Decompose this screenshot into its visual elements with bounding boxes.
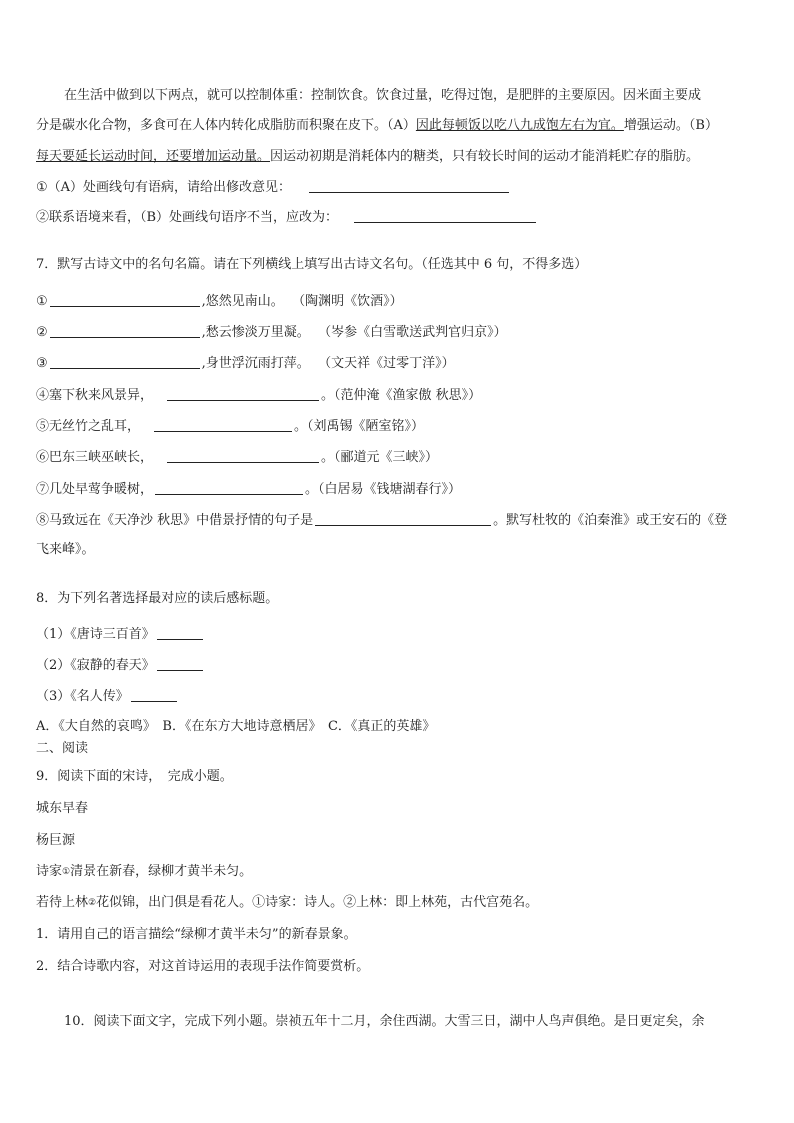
q9-sub-question-2: 2．结合诗歌内容，对这首诗运用的表现手法作简要赏析。 xyxy=(36,959,370,974)
q8-item-1: （1）《唐诗三百首》 xyxy=(36,625,205,644)
q7-item-5: ⑤无丝竹之乱耳， 。（刘禹锡《陋室铭》） xyxy=(36,419,425,434)
q7-item-6: ⑥巴东三峡巫峡长， 。（郦道元《三峡》） xyxy=(36,450,439,465)
q7-item-7: ⑦几处早莺争暖树， 。（白居易《钱塘湖春行》） xyxy=(36,482,462,497)
q8-item-3: （3）《名人传》 xyxy=(36,687,179,706)
poem-title: 城东早春 xyxy=(36,801,89,816)
q6-paragraph-line3: 每天要延长运动时间，还要增加运动量。因运动初期是消耗体内的糖类，只有较长时间的运动才能消耗贮存的脂肪。 xyxy=(36,149,700,164)
q7-item-3: ③ ,身世浮沉雨打萍。 （文天祥《过零丁洋》） xyxy=(36,356,455,371)
underlined-sentence-b: 每天要延长运动时间，还要增加运动量。 xyxy=(36,149,271,164)
answer-blank[interactable] xyxy=(315,511,491,526)
answer-blank[interactable] xyxy=(50,323,200,338)
poem-author: 杨巨源 xyxy=(36,833,76,848)
q7-title: 7．默写古诗文中的名句名篇。请在下列横线上填写出古诗文名句。（任选其中 6 句，不得多选） xyxy=(36,257,588,272)
q10-paragraph: 10．阅读下面文字，完成下列小题。崇祯五年十二月，余住西湖。大雪三日，湖中人鸟声俱绝。是日更定矣，余 xyxy=(64,1014,705,1029)
q9-title: 9．阅读下面的宋诗， 完成小题。 xyxy=(36,769,233,784)
q6-sub1: ①（A）处画线句有语病，请给出修改意见： xyxy=(36,178,511,197)
q7-item-8: ⑧马致远在《天净沙 秋思》中借景抒情的句子是 。默写杜牧的《泊秦淮》或王安石的《登 xyxy=(36,513,728,528)
q9-sub-question-1: 1．请用自己的语言描绘“绿柳才黄半未匀”的新春景象。 xyxy=(36,927,357,942)
section-heading-reading: 二、阅读 xyxy=(36,741,89,756)
answer-blank[interactable] xyxy=(167,386,319,401)
answer-blank[interactable] xyxy=(157,625,203,640)
answer-blank[interactable] xyxy=(157,656,203,671)
q8-title: 8．为下列名著选择最对应的读后感标题。 xyxy=(36,591,279,606)
q7-item-2: ② ,愁云惨淡万里凝。 （岑参《白雪歌送武判官归京》） xyxy=(36,325,507,340)
q8-options: A．《大自然的哀鸣》 B．《在东方大地诗意栖居》 C．《真正的英雄》 xyxy=(36,719,436,734)
q7-item-8-cont: 飞来峰》。 xyxy=(36,542,95,557)
q6-sub2: ②联系语境来看，（B）处画线句语序不当，应改为： xyxy=(36,208,538,227)
answer-blank[interactable] xyxy=(155,480,303,495)
poem-line-2: 若待上林②花似锦，出门俱是看花人。①诗家：诗人。②上林：即上林苑，古代宫苑名。 xyxy=(36,895,539,910)
poem-line-1: 诗家①清景在新春，绿柳才黄半未匀。 xyxy=(36,864,253,879)
answer-blank[interactable] xyxy=(309,178,509,193)
answer-blank[interactable] xyxy=(167,448,319,463)
q7-item-1: ① ,悠然见南山。 （陶渊明《饮酒》） xyxy=(36,294,403,309)
q8-item-2: （2）《寂静的春天》 xyxy=(36,656,205,675)
answer-blank[interactable] xyxy=(50,354,200,369)
answer-blank[interactable] xyxy=(131,687,177,702)
q7-item-4: ④塞下秋来风景异， 。（范仲淹《渔家傲 秋思》） xyxy=(36,388,482,403)
answer-blank[interactable] xyxy=(354,208,536,223)
q6-paragraph-line2: 分是碳水化合物，多食可在人体内转化成脂肪而积聚在皮下。（A）因此每顿饭以吃八九成饱左右为宜。增强运动。（B） xyxy=(36,118,718,133)
answer-blank[interactable] xyxy=(154,417,292,432)
underlined-sentence-a: 因此每顿饭以吃八九成饱左右为宜。 xyxy=(415,118,624,133)
q6-paragraph-line1: 在生活中做到以下两点，就可以控制体重：控制饮食。饮食过量，吃得过饱，是肥胖的主要原因。因米面主要成 xyxy=(64,88,702,103)
answer-blank[interactable] xyxy=(50,292,200,307)
